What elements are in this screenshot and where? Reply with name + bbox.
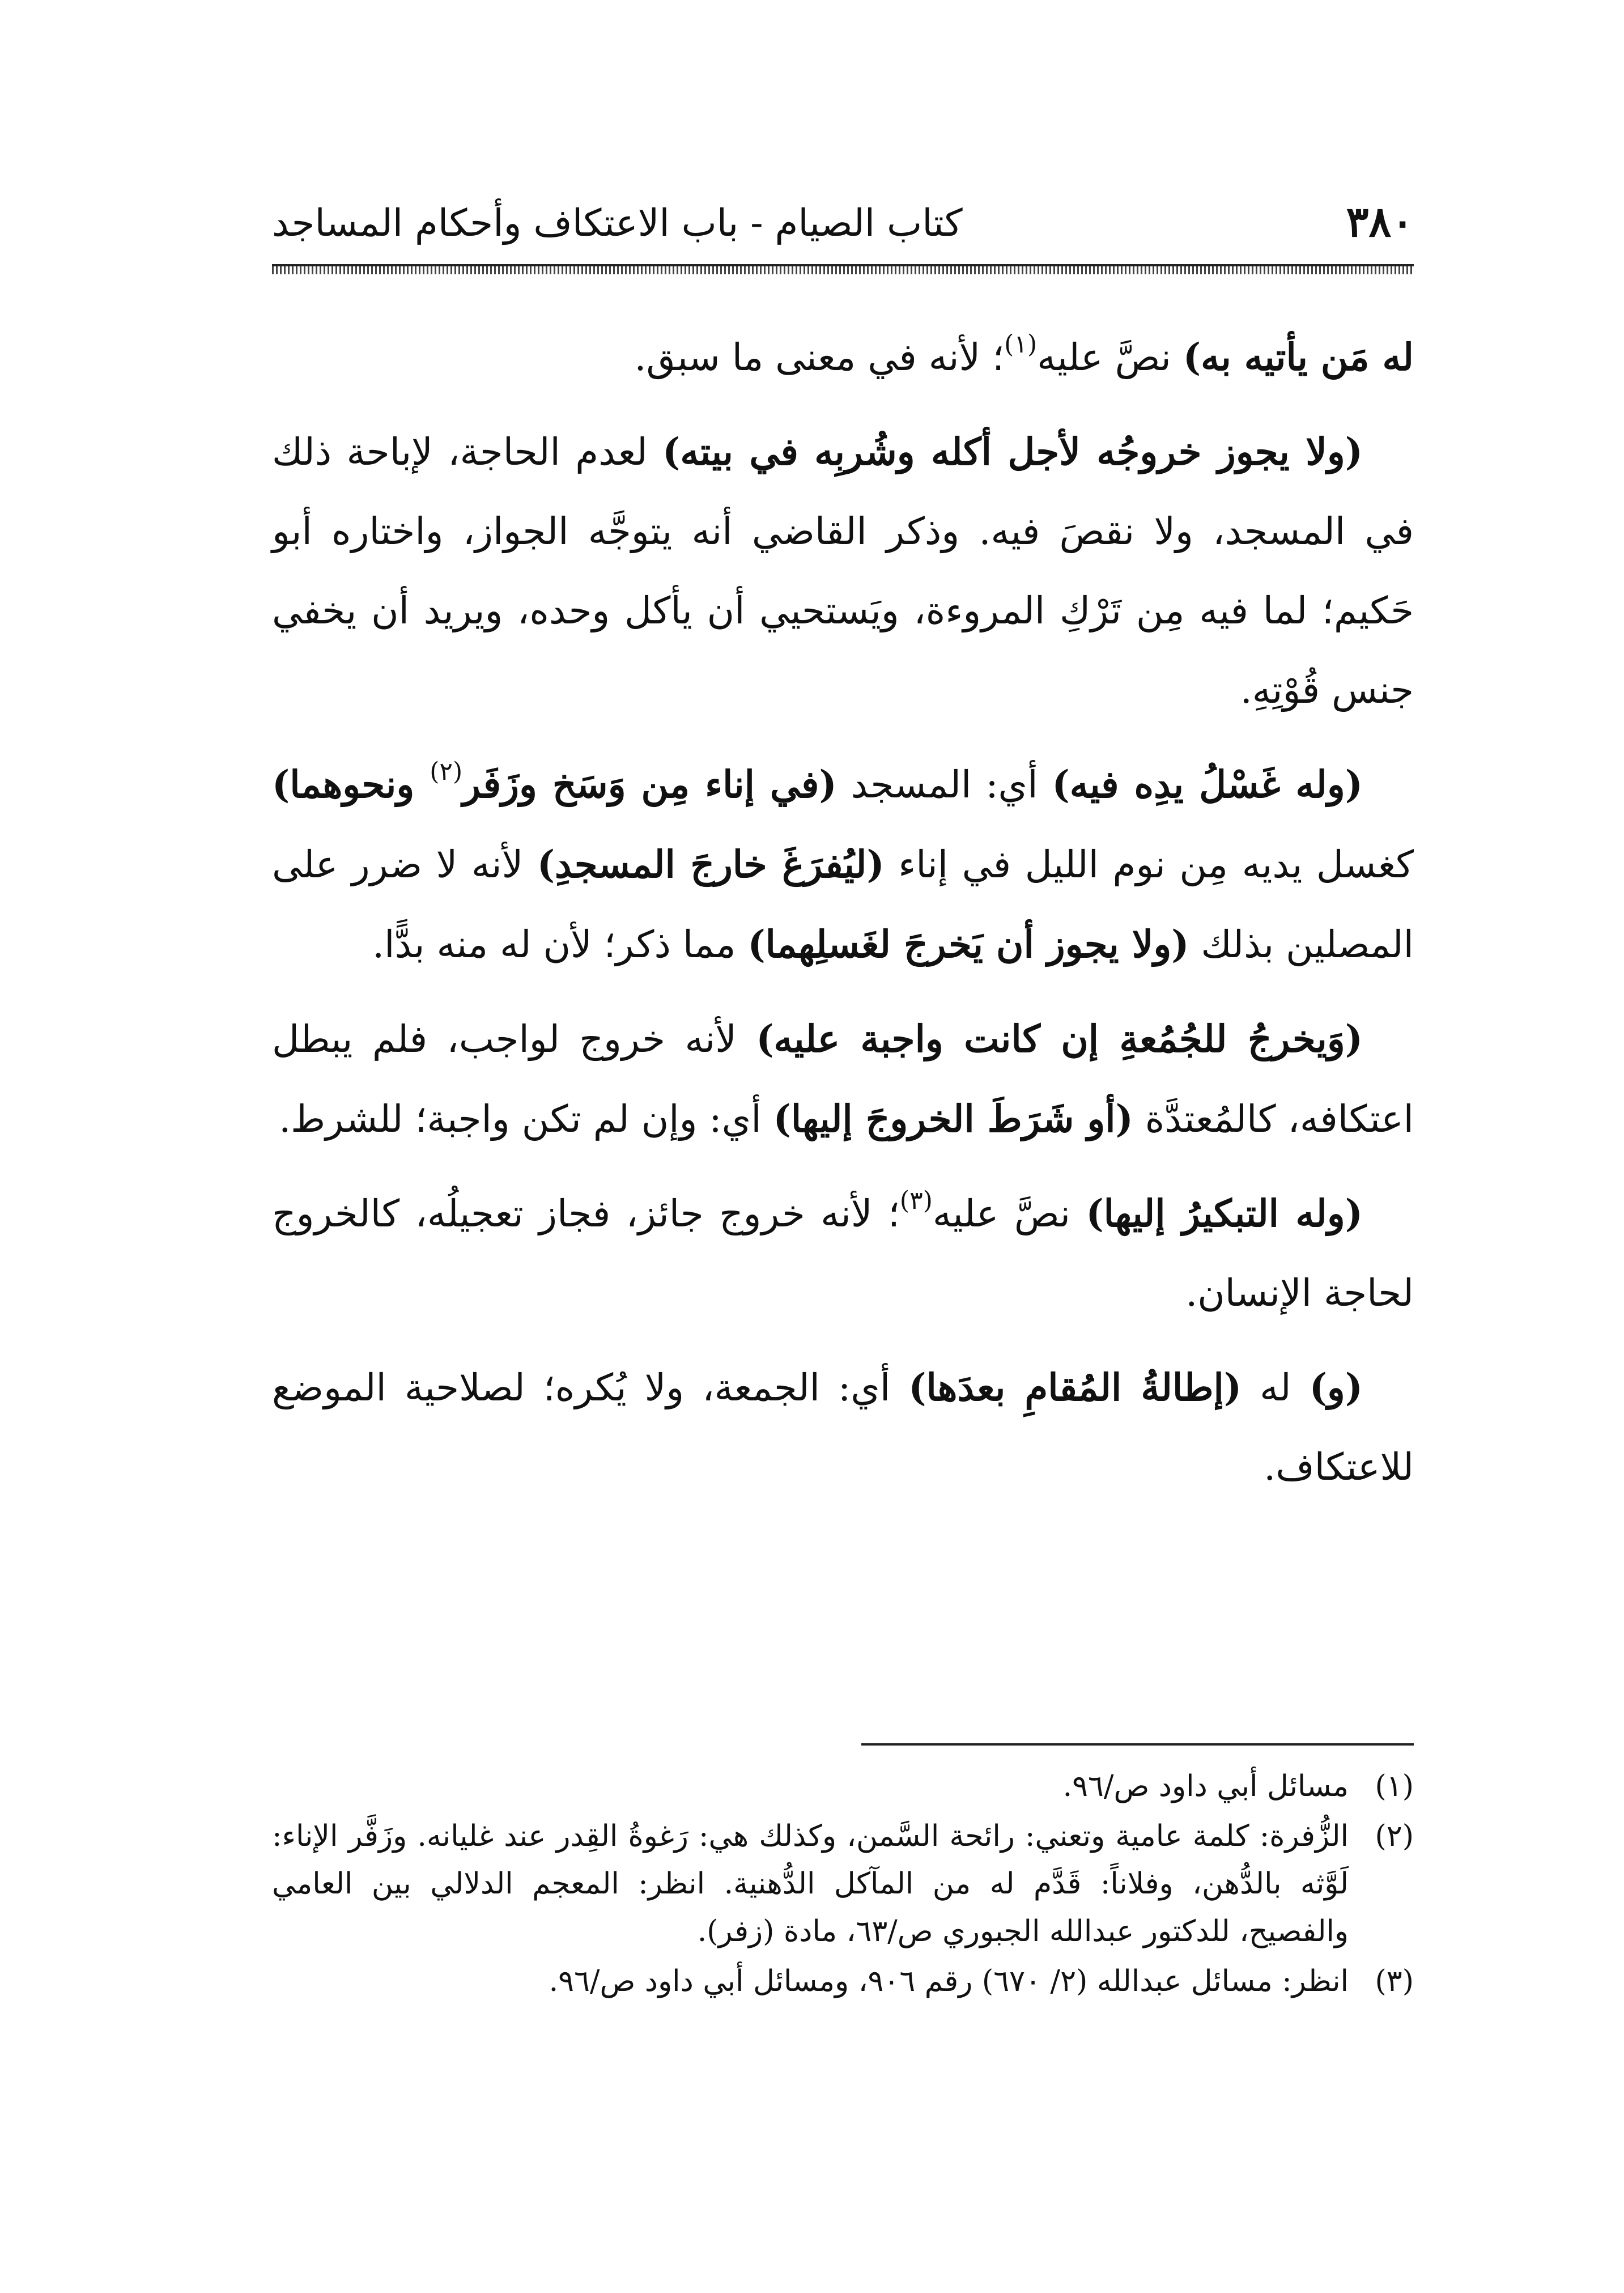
footnote-number: (٢) xyxy=(1375,1819,1414,1853)
running-header xyxy=(272,190,1414,258)
paragraph-3 xyxy=(272,745,1414,984)
footnote-number: (٣) xyxy=(1375,1964,1414,1998)
footnote-number: (١) xyxy=(1375,1769,1414,1803)
header-rule xyxy=(272,264,1414,274)
text-run: ؛ لأنه في معنى ما سبق. xyxy=(634,336,1005,379)
text-run: (أو شَرَطَ الخروجَ إليها) xyxy=(773,1097,1133,1141)
text-run: لعدم الحاجة، لإباحة ذلك في المسجد، ولا نقصَ فيه. وذكر القاضي أنه يتوجَّه الجواز، واختاره أبو حَكيم؛ لما فيه مِن تَرْكِ المروءة، ويَستحيي أن يأكل وحده، ويريد أن يخفي جنس قُوْتِهِ. xyxy=(272,430,1414,712)
footnote-text: الزُّفرة: كلمة عامية وتعني: رائحة السَّمن، وكذلك هي: رَغوةُ القِدر عند غليانه. وزَفَّر الإناء: لَوَّثه بالدُّهن، وفلاناً: قَدَّم له من المآكل الدُّهنية. انظر: المعجم الدلالي بين العامي والفصيح، للدكتور عبدالله الجبوري ص/٦٣، مادة (زفر). xyxy=(272,1819,1349,1948)
footnote-3 xyxy=(272,1957,1414,2005)
text-run: ؛ لأنه خروج جائز، فجاز تعجيلُه، كالخروج لحاجة الإنسان. xyxy=(272,1192,1414,1315)
text-run: (ولا يجوز خروجُه لأجل أكله وشُربِه في بيته) xyxy=(662,430,1363,474)
body-text xyxy=(272,317,1414,1522)
footnote-ref-2: (٢) xyxy=(430,757,463,786)
footnotes xyxy=(272,1763,1414,2007)
paragraph-1 xyxy=(272,317,1414,397)
text-run: أي: المسجد xyxy=(836,763,1052,806)
text-run: (و) xyxy=(1309,1365,1363,1409)
text-run: نصَّ عليه xyxy=(932,1192,1086,1235)
text-run: (وله غَسْلُ يدِه فيه) xyxy=(1052,762,1363,806)
text-run: (ولا يجوز أن يَخرجَ لغَسلِهما) xyxy=(747,922,1189,966)
text-run: أي: الجمعة، ولا يُكره؛ لصلاحية الموضع للاعتكاف. xyxy=(272,1366,1414,1489)
text-run: ونحوهما) xyxy=(272,762,430,806)
chapter-title: كتاب الصيام - باب الاعتكاف وأحكام المساجد xyxy=(272,201,963,245)
text-run: لأنه خروج لواجب، فلم يبطل اعتكافه، كالمُعتدَّة xyxy=(272,1017,1414,1141)
footnote-ref-3: (٣) xyxy=(899,1186,933,1215)
paragraph-2 xyxy=(272,412,1414,730)
text-run: (إطالةُ المُقامِ بعدَها) xyxy=(908,1365,1242,1409)
footnote-2 xyxy=(272,1812,1414,1955)
page-number: ٣٨٠ xyxy=(1346,198,1414,247)
text-run: (في إناء مِن وَسَخ وزَفَر xyxy=(462,762,837,806)
text-run: لأنه لا ضرر على المصلين بذلك xyxy=(272,843,1414,966)
text-run: مما ذكر؛ لأن له منه بدًّا. xyxy=(372,923,748,966)
text-run: (وَيخرجُ للجُمُعةِ إن كانت واجبة عليه) xyxy=(756,1017,1363,1061)
text-run: أي: وإن لم تكن واجبة؛ للشرط. xyxy=(279,1097,773,1141)
footnote-1 xyxy=(272,1763,1414,1810)
footnote-separator xyxy=(861,1743,1414,1746)
text-run: نصَّ عليه xyxy=(1037,336,1183,379)
footnote-text: انظر: مسائل عبدالله (٢/ ٦٧٠) رقم ٩٠٦، ومسائل أبي داود ص/٩٦. xyxy=(549,1964,1349,1998)
text-run: له xyxy=(1242,1366,1310,1409)
paragraph-4 xyxy=(272,999,1414,1159)
text-run: (وله التبكيرُ إليها) xyxy=(1086,1191,1363,1235)
text-run: (ليُفرَغَ خارجَ المسجدِ) xyxy=(537,842,885,886)
footnote-text: مسائل أبي داود ص/٩٦. xyxy=(1062,1769,1349,1803)
text-run: له مَن يأتيه به) xyxy=(1183,335,1414,379)
paragraph-5 xyxy=(272,1174,1414,1333)
text-run: كغسل يديه مِن نوم الليل في إناء xyxy=(884,843,1414,886)
paragraph-6 xyxy=(272,1348,1414,1507)
footnote-ref-1: (١) xyxy=(1004,330,1038,359)
